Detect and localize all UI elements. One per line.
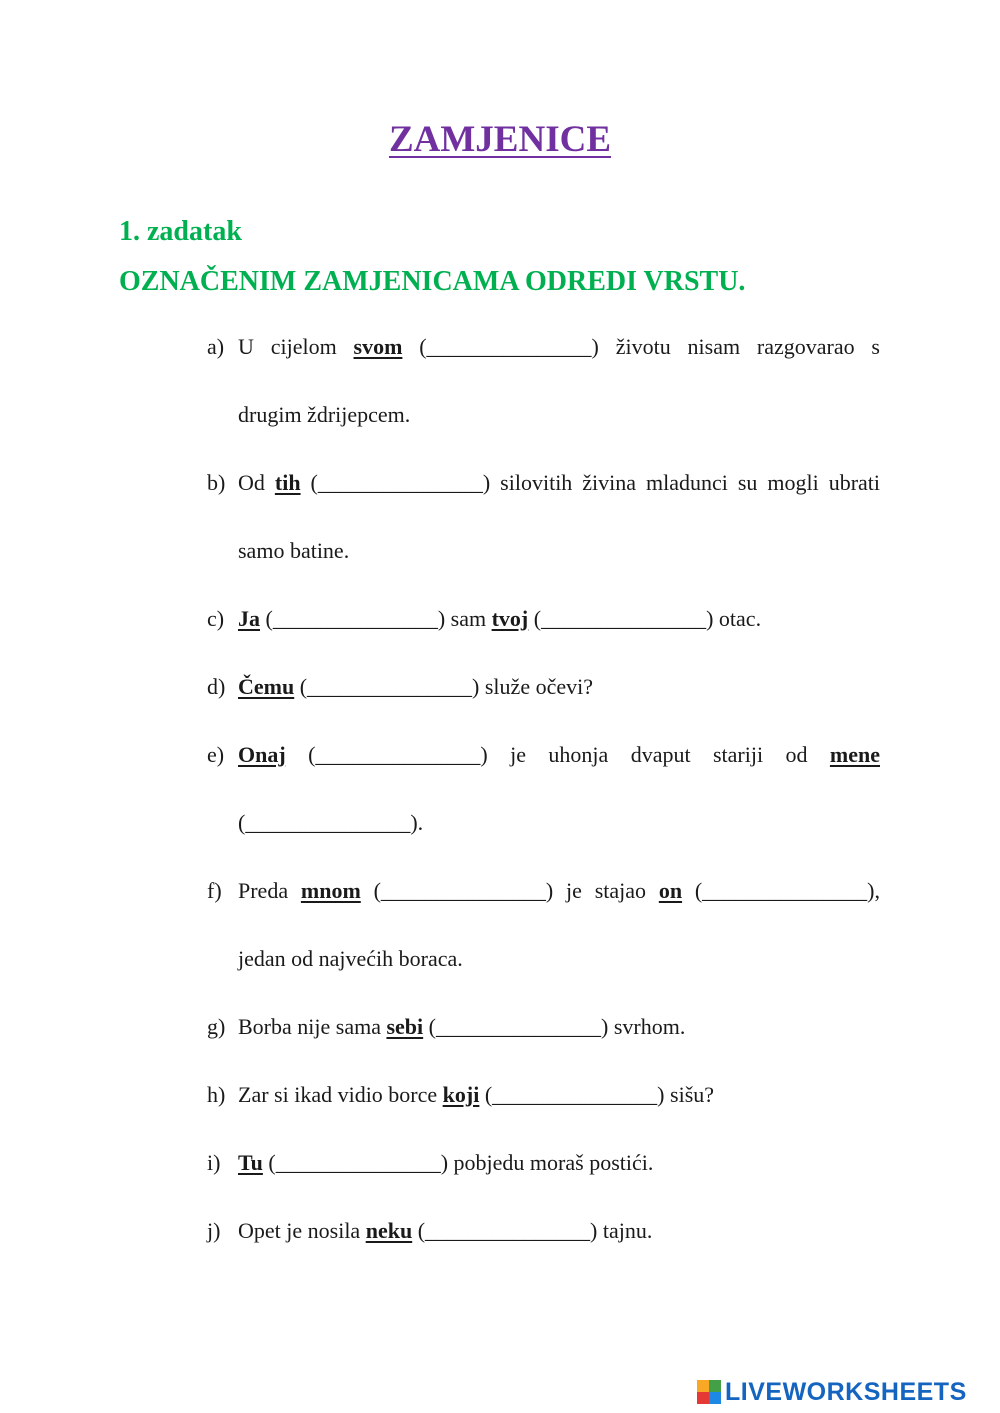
item-marker: c) xyxy=(207,606,225,631)
highlighted-pronoun: svom xyxy=(353,334,403,359)
task-instruction: OZNAČENIM ZAMJENICAMA ODREDI VRSTU. xyxy=(119,266,746,297)
exercise-item-e xyxy=(207,721,880,789)
exercise-item-a xyxy=(207,313,880,381)
highlighted-pronoun: Tu xyxy=(238,1150,263,1175)
answer-blank[interactable]: (_______________) xyxy=(310,470,491,495)
exercise-item-d xyxy=(207,653,880,721)
item-marker: i) xyxy=(207,1150,221,1175)
item-text: Zar si ikad vidio borce xyxy=(238,1082,443,1107)
answer-blank[interactable]: (_______________) xyxy=(417,1218,598,1243)
item-marker: g) xyxy=(207,1014,226,1039)
exercise-item-g xyxy=(207,993,880,1061)
item-continuation: drugim ždrijepcem. xyxy=(238,402,411,427)
logo-text: LIVEWORKSHEETS xyxy=(725,1377,967,1406)
item-continuation: jedan od najvećih boraca. xyxy=(238,946,463,971)
item-text: Preda xyxy=(238,878,301,903)
answer-blank[interactable]: (_______________) xyxy=(373,878,554,903)
item-text: sam xyxy=(445,606,492,631)
item-text: otac. xyxy=(713,606,762,631)
exercise-item-i xyxy=(207,1129,880,1197)
item-marker: a) xyxy=(207,334,225,359)
highlighted-pronoun: sebi xyxy=(386,1014,424,1039)
item-text: služe očevi? xyxy=(479,674,593,699)
answer-blank[interactable]: (_______________) xyxy=(484,1082,665,1107)
item-marker: f) xyxy=(207,878,222,903)
item-text: , xyxy=(874,878,881,903)
answer-blank[interactable]: (_______________) xyxy=(308,742,488,767)
highlighted-pronoun: koji xyxy=(442,1082,480,1107)
item-marker: b) xyxy=(207,470,226,495)
answer-blank[interactable]: (_______________) xyxy=(694,878,875,903)
answer-blank[interactable]: (_______________) xyxy=(419,334,599,359)
answer-blank[interactable]: (_______________) xyxy=(265,606,446,631)
item-marker: e) xyxy=(207,742,225,767)
item-text: Opet je nosila xyxy=(238,1218,366,1243)
item-marker: j) xyxy=(207,1218,221,1243)
page-title: ZAMJENICE xyxy=(388,119,612,160)
item-text: . xyxy=(417,810,424,835)
item-text: silovitih živina mladunci su mogli ubrati xyxy=(490,470,881,495)
highlighted-pronoun: Čemu xyxy=(238,674,295,699)
highlighted-pronoun: Ja xyxy=(238,606,260,631)
item-marker: h) xyxy=(207,1082,226,1107)
item-text: je stajao xyxy=(553,878,659,903)
highlighted-pronoun: Onaj xyxy=(238,742,286,767)
item-text: Od xyxy=(238,470,275,495)
item-text: Borba nije sama xyxy=(238,1014,387,1039)
exercise-item-c xyxy=(207,585,880,653)
highlighted-pronoun: on xyxy=(658,878,683,903)
liveworksheets-logo xyxy=(697,1377,967,1407)
item-text: sišu? xyxy=(664,1082,715,1107)
answer-blank[interactable]: (_______________) xyxy=(533,606,714,631)
item-continuation xyxy=(238,789,880,857)
highlighted-pronoun: tvoj xyxy=(491,606,529,631)
liveworksheets-logo-icon xyxy=(697,1380,721,1404)
answer-blank[interactable]: (_______________) xyxy=(238,810,418,835)
highlighted-pronoun: neku xyxy=(365,1218,413,1243)
exercise-item-f xyxy=(207,857,880,925)
exercise-item-j xyxy=(207,1197,880,1265)
item-marker: d) xyxy=(207,674,226,699)
item-text: U cijelom xyxy=(238,334,354,359)
exercise-item-h xyxy=(207,1061,880,1129)
item-continuation: samo batine. xyxy=(238,538,350,563)
exercise-list xyxy=(207,313,880,1265)
highlighted-pronoun: tih xyxy=(274,470,301,495)
answer-blank[interactable]: (_______________) xyxy=(299,674,480,699)
task-label: 1. zadatak xyxy=(119,216,242,247)
item-text: svrhom. xyxy=(608,1014,686,1039)
answer-blank[interactable]: (_______________) xyxy=(428,1014,609,1039)
highlighted-pronoun: mnom xyxy=(300,878,361,903)
highlighted-pronoun: mene xyxy=(829,742,881,767)
item-text: životu nisam razgovarao s xyxy=(598,334,880,359)
item-text: pobjedu moraš postići. xyxy=(448,1150,654,1175)
item-text: je uhonja dvaput stariji od xyxy=(487,742,830,767)
exercise-item-b xyxy=(207,449,880,517)
answer-blank[interactable]: (_______________) xyxy=(268,1150,449,1175)
item-text: tajnu. xyxy=(597,1218,653,1243)
